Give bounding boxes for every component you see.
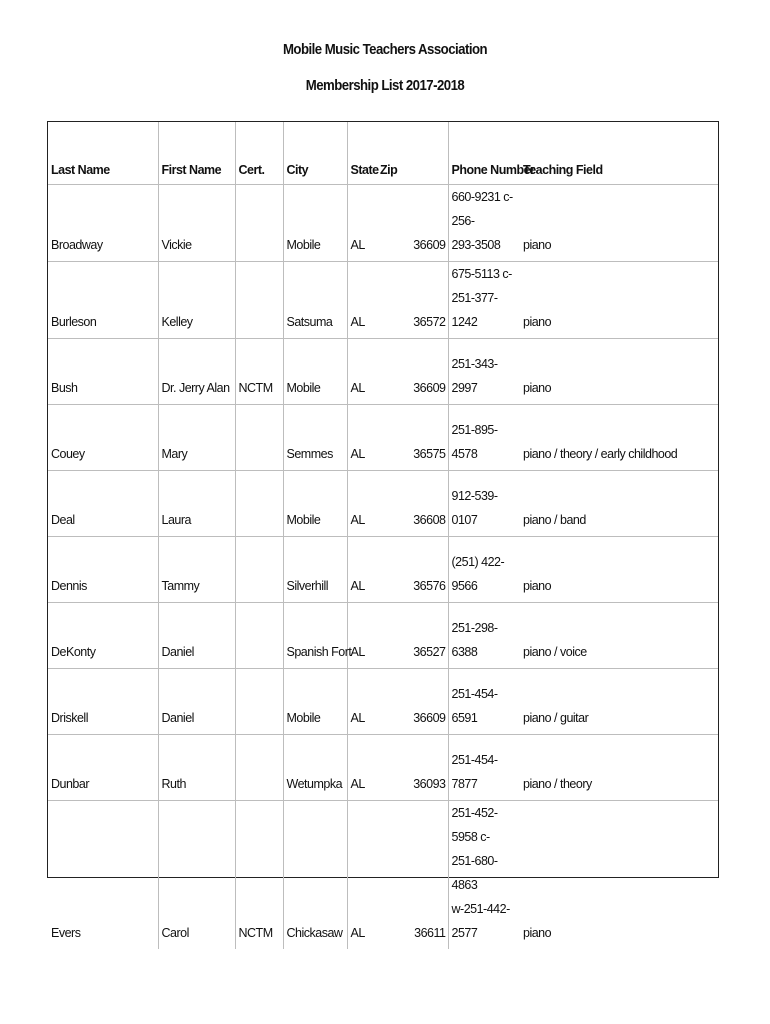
cell-teaching-field: piano / guitar (520, 669, 718, 735)
membership-table (48, 122, 718, 949)
phone-line: 251-377-1242 (451, 291, 498, 329)
cell-city: Wetumpka (283, 735, 347, 801)
cell-zip: 36609 (377, 339, 448, 405)
cell-zip: 36609 (377, 185, 448, 262)
cell-cert (235, 603, 283, 669)
cell-last-name: Burleson (48, 262, 158, 339)
cell-teaching-field: piano (520, 185, 718, 262)
cell-city: Mobile (283, 669, 347, 735)
cell-first-name: Vickie (158, 185, 235, 262)
table-row (48, 537, 718, 603)
document-title: Mobile Music Teachers Association (282, 41, 488, 58)
cell-state: AL (347, 735, 377, 801)
cell-teaching-field: piano / voice (520, 603, 718, 669)
header-phone: Phone Number (448, 122, 520, 185)
cell-first-name: Mary (158, 405, 235, 471)
cell-zip: 36572 (377, 262, 448, 339)
phone-line: 251-454-6591 (451, 687, 498, 725)
cell-zip: 36576 (377, 537, 448, 603)
cell-zip: 36608 (377, 471, 448, 537)
header-last-name: Last Name (48, 122, 158, 185)
cell-cert: NCTM (235, 801, 283, 950)
cell-state: AL (347, 405, 377, 471)
cell-state: AL (347, 185, 377, 262)
cell-last-name: DeKonty (48, 603, 158, 669)
cell-phone (448, 669, 520, 735)
cell-state: AL (347, 339, 377, 405)
table-row (48, 339, 718, 405)
header-teaching-field: Teaching Field (520, 122, 718, 185)
cell-phone (448, 185, 520, 262)
cell-last-name: Broadway (48, 185, 158, 262)
cell-state: AL (347, 669, 377, 735)
cell-teaching-field: piano (520, 339, 718, 405)
cell-last-name: Couey (48, 405, 158, 471)
cell-last-name: Bush (48, 339, 158, 405)
table-row (48, 669, 718, 735)
cell-city: Satsuma (283, 262, 347, 339)
cell-cert (235, 405, 283, 471)
cell-city: Mobile (283, 339, 347, 405)
cell-last-name: Driskell (48, 669, 158, 735)
cell-state: AL (347, 262, 377, 339)
cell-teaching-field: piano (523, 926, 552, 940)
cell-phone (448, 262, 520, 339)
phone-line: 912-539-0107 (451, 489, 498, 527)
header-state: State (347, 122, 377, 185)
cell-state: AL (347, 471, 377, 537)
cell-cert (235, 537, 283, 603)
phone-line: 251-454-7877 (451, 753, 498, 791)
cell-city: Chickasaw (283, 801, 347, 950)
phone-line: 251-452-5958 c- (451, 806, 498, 844)
cell-city: Semmes (283, 405, 347, 471)
document-subtitle: Membership List 2017-2018 (305, 77, 465, 94)
cell-phone (448, 537, 520, 603)
cell-first-name: Ruth (158, 735, 235, 801)
table-row (48, 471, 718, 537)
cell-teaching-field: piano (520, 262, 718, 339)
cell-last-name: Dunbar (48, 735, 158, 801)
phone-line: (251) 422-9566 (451, 555, 505, 593)
header-zip: Zip (377, 122, 448, 185)
cell-cert (235, 262, 283, 339)
phone-line: 2577 (451, 926, 478, 940)
phone-line: 293-3508 (451, 238, 501, 252)
membership-table-frame (47, 121, 719, 940)
cell-teaching-field: piano (520, 537, 718, 603)
cell-cert (235, 735, 283, 801)
cell-zip: 36527 (377, 603, 448, 669)
cell-last-name: Deal (48, 471, 158, 537)
phone-line: 251-895-4578 (451, 423, 498, 461)
cell-state: AL (347, 537, 377, 603)
cell-last-name: Dennis (48, 537, 158, 603)
cell-city: Spanish Fort (283, 603, 347, 669)
cell-zip: 36611 (414, 926, 446, 940)
cell-phone (448, 735, 520, 801)
cell-first-name: Carol (158, 801, 235, 950)
cell-phone (448, 471, 520, 537)
cell-teaching-field: piano / theory / early childhood (520, 405, 718, 471)
phone-line: 660-9231 c-256- (451, 190, 513, 228)
cell-cert (235, 669, 283, 735)
table-row (48, 603, 718, 669)
cell-cert: NCTM (235, 339, 283, 405)
table-row (48, 185, 718, 262)
cell-phone (448, 801, 520, 950)
phone-line: 251-343-2997 (451, 357, 498, 395)
cell-city: Mobile (283, 185, 347, 262)
header-first-name: First Name (158, 122, 235, 185)
table-row (48, 262, 718, 339)
header-cert: Cert. (235, 122, 283, 185)
cell-first-name: Daniel (158, 603, 235, 669)
cell-state: AL (347, 603, 377, 669)
cell-teaching-field: piano / theory (520, 735, 718, 801)
phone-line: 675-5113 c- (451, 267, 512, 281)
cell-cert (235, 471, 283, 537)
cell-phone (448, 603, 520, 669)
table-row (48, 801, 718, 950)
cell-city: Mobile (283, 471, 347, 537)
cell-first-name: Tammy (158, 537, 235, 603)
phone-line: w-251-442- (451, 902, 510, 916)
cell-city: Silverhill (283, 537, 347, 603)
phone-line: 251-680-4863 (451, 854, 498, 892)
phone-line: 251-298-6388 (451, 621, 498, 659)
table-row (48, 735, 718, 801)
cell-zip: 36575 (377, 405, 448, 471)
cell-last-name: Evers (51, 926, 81, 940)
header-row (48, 122, 718, 185)
cell-phone (448, 405, 520, 471)
cell-state: AL (347, 801, 377, 950)
header-city: City (283, 122, 347, 185)
cell-phone (448, 339, 520, 405)
cell-first-name: Dr. Jerry Alan (158, 339, 235, 405)
cell-teaching-field: piano / band (520, 471, 718, 537)
cell-cert (235, 185, 283, 262)
cell-first-name: Kelley (158, 262, 235, 339)
cell-first-name: Laura (158, 471, 235, 537)
cell-zip: 36609 (377, 669, 448, 735)
table-row (48, 405, 718, 471)
cell-zip: 36093 (377, 735, 448, 801)
cell-first-name: Daniel (158, 669, 235, 735)
